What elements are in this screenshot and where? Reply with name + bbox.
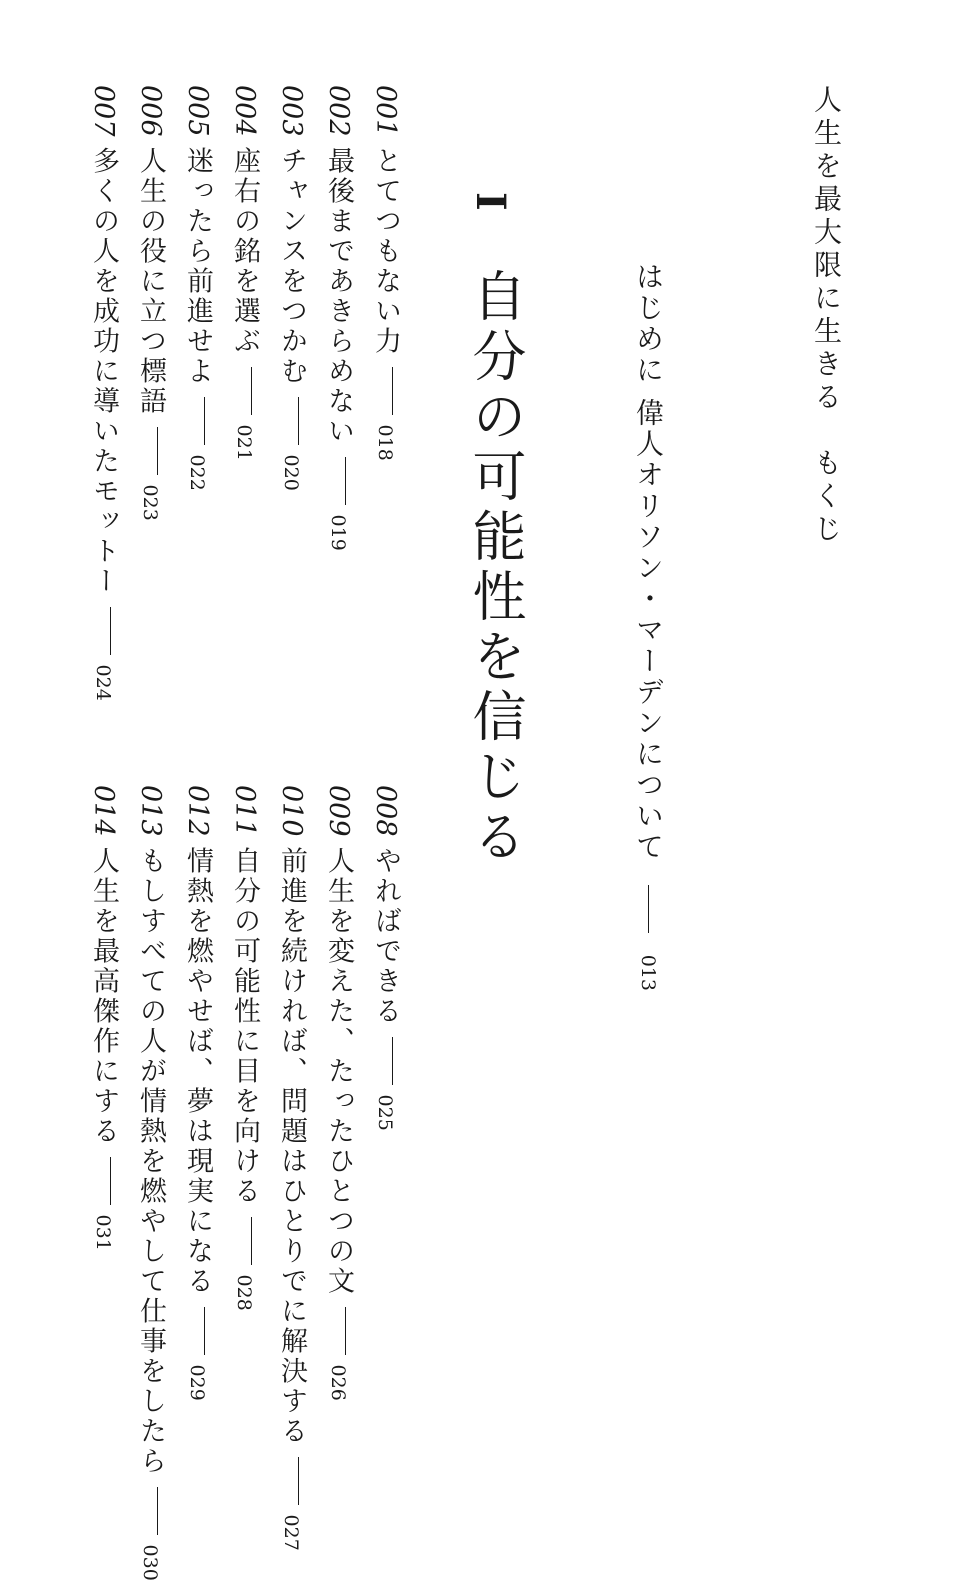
leader-line: [204, 1307, 205, 1355]
entry-number: 012: [182, 785, 213, 837]
entry-label: 自分の可能性に目を向ける: [229, 846, 260, 1207]
entry-page-number: 023: [139, 484, 161, 521]
entry-page-number: 031: [92, 1214, 114, 1251]
leader-line: [298, 1457, 299, 1505]
leader-line: [110, 607, 111, 655]
entry-page-number: 028: [233, 1274, 255, 1311]
entry-page-number: 018: [374, 424, 396, 461]
section-number: I: [467, 192, 514, 211]
entry-page-number: 026: [327, 1364, 349, 1401]
entry-number: 014: [88, 785, 119, 837]
leader-line: [345, 1307, 346, 1355]
entry-number: 008: [370, 785, 401, 837]
entry-number: 004: [229, 85, 260, 137]
entry-number: 005: [182, 85, 213, 137]
toc-entry[interactable]: [184, 85, 211, 491]
toc-entry[interactable]: [278, 785, 305, 1551]
toc-entry[interactable]: [90, 785, 117, 1251]
toc-entry[interactable]: [90, 85, 117, 701]
entry-number: 007: [88, 85, 119, 137]
entry-page-number: 021: [233, 424, 255, 461]
entry-label: チャンスをつかむ: [276, 146, 307, 387]
leader-line: [345, 457, 346, 505]
entry-page-number: 027: [280, 1514, 302, 1551]
entry-page-number: 030: [139, 1544, 161, 1581]
entry-label: 人生を変えた、たったひとつの文: [323, 846, 354, 1297]
entry-label: やればできる: [370, 846, 401, 1027]
leader-line: [157, 427, 158, 475]
entry-number: 006: [135, 85, 166, 137]
entry-page-number: 019: [327, 514, 349, 551]
leader-line: [298, 397, 299, 445]
toc-entry[interactable]: [372, 85, 399, 461]
toc-entry[interactable]: [325, 785, 352, 1401]
entry-label: 情熱を燃やせば、夢は現実になる: [182, 846, 213, 1297]
entry-number: 010: [276, 785, 307, 837]
toc-entry[interactable]: [231, 85, 258, 461]
toc-title: 人生を最大限に生きる もくじ: [810, 85, 843, 547]
entry-page-number: 022: [186, 454, 208, 491]
toc-entry-intro[interactable]: [632, 262, 665, 991]
section-title: 自分の可能性を信じる: [464, 268, 527, 868]
entry-label: 人生の役に立つ標語: [135, 146, 166, 417]
entry-label: 最後まであきらめない: [323, 146, 354, 447]
entry-label: 迷ったら前進せよ: [182, 146, 213, 387]
entry-page-number: 024: [92, 664, 114, 701]
entry-page-number: 020: [280, 454, 302, 491]
entry-page-number: 029: [186, 1364, 208, 1401]
entry-label: 人生を最高傑作にする: [88, 846, 119, 1147]
entry-label: 座右の銘を選ぶ: [229, 146, 260, 357]
entry-label: 多くの人を成功に導いたモットー: [88, 146, 119, 597]
entry-number: 011: [229, 785, 260, 837]
leader-line: [204, 397, 205, 445]
entry-number: 001: [370, 85, 401, 137]
entry-label: とてつもない力: [370, 146, 401, 357]
toc-entry[interactable]: [231, 785, 258, 1311]
toc-entry[interactable]: [278, 85, 305, 491]
leader-line: [251, 367, 252, 415]
leader-line: [392, 1037, 393, 1085]
leader-line: [648, 885, 649, 933]
entry-label: 前進を続ければ、問題はひとりでに解決する: [276, 846, 307, 1447]
entry-label: はじめに 偉人オリソン・マーデンについて: [632, 262, 665, 863]
entry-page-number: 025: [374, 1094, 396, 1131]
leader-line: [157, 1487, 158, 1535]
leader-line: [251, 1217, 252, 1265]
entry-label: もしすべての人が情熱を燃やして仕事をしたら: [135, 846, 166, 1477]
entry-number: 002: [323, 85, 354, 137]
toc-entry[interactable]: [184, 785, 211, 1401]
entry-number: 009: [323, 785, 354, 837]
leader-line: [110, 1157, 111, 1205]
toc-entry[interactable]: [372, 785, 399, 1131]
entry-number: 003: [276, 85, 307, 137]
entry-number: 013: [135, 785, 166, 837]
entry-page-number: 013: [637, 954, 659, 991]
toc-entry[interactable]: [137, 85, 164, 521]
toc-entry[interactable]: [137, 785, 164, 1581]
leader-line: [392, 367, 393, 415]
toc-entry[interactable]: [325, 85, 352, 551]
